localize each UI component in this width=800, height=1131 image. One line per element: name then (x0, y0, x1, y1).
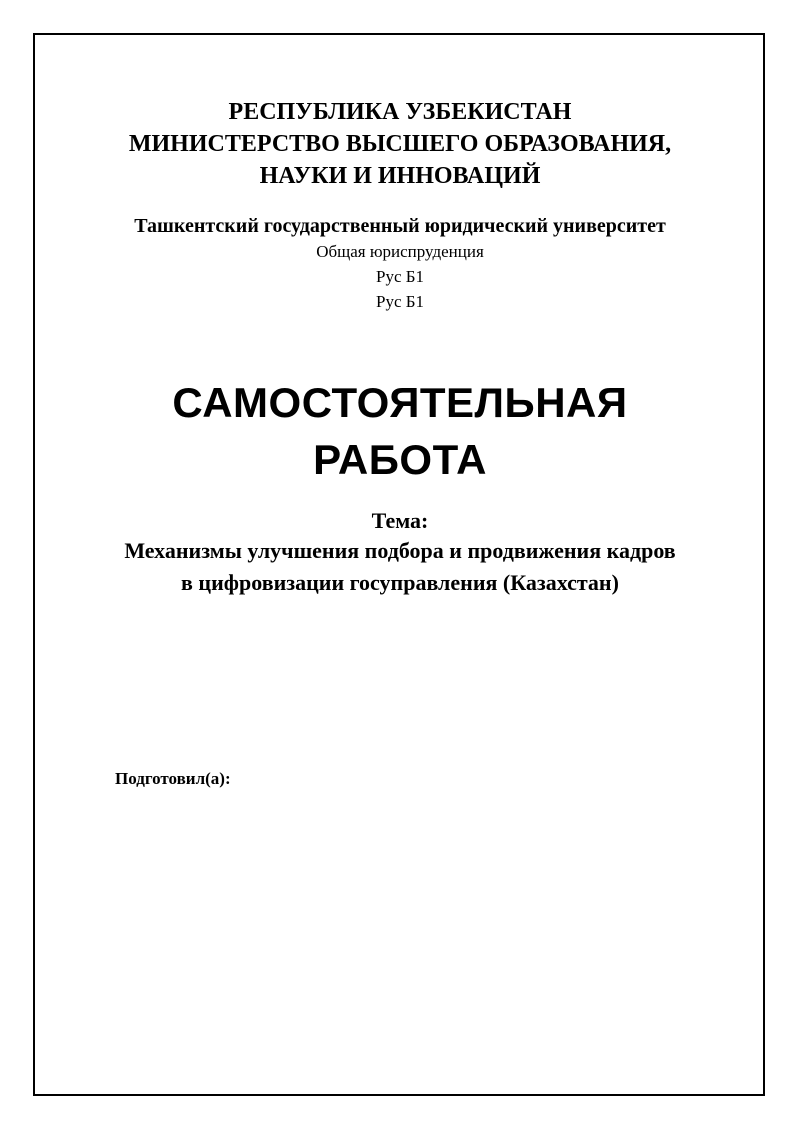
prepared-by-label: Подготовил(а): (115, 769, 231, 788)
program-name: Общая юриспруденция (316, 242, 484, 261)
topic-text-line1: Механизмы улучшения подбора и продвижения кадров (124, 538, 676, 563)
document-title-line2: РАБОТА (313, 436, 487, 483)
group-line1: Рус Б1 (375, 267, 424, 286)
document-title-line1: САМОСТОЯТЕЛЬНАЯ (172, 379, 628, 426)
topic-label: Тема: (371, 508, 429, 533)
topic-text-line2: в цифровизации госуправления (Казахстан) (181, 570, 619, 595)
ministry-heading-line1: МИНИСТЕРСТВО ВЫСШЕГО ОБРАЗОВАНИЯ, (128, 131, 672, 157)
ministry-heading-line2: НАУКИ И ИННОВАЦИЙ (259, 163, 541, 189)
page-border (33, 33, 765, 1096)
university-name: Ташкентский государственный юридический университет (134, 215, 666, 237)
country-heading: РЕСПУБЛИКА УЗБЕКИСТАН (228, 99, 572, 125)
group-line2: Рус Б1 (375, 292, 424, 311)
